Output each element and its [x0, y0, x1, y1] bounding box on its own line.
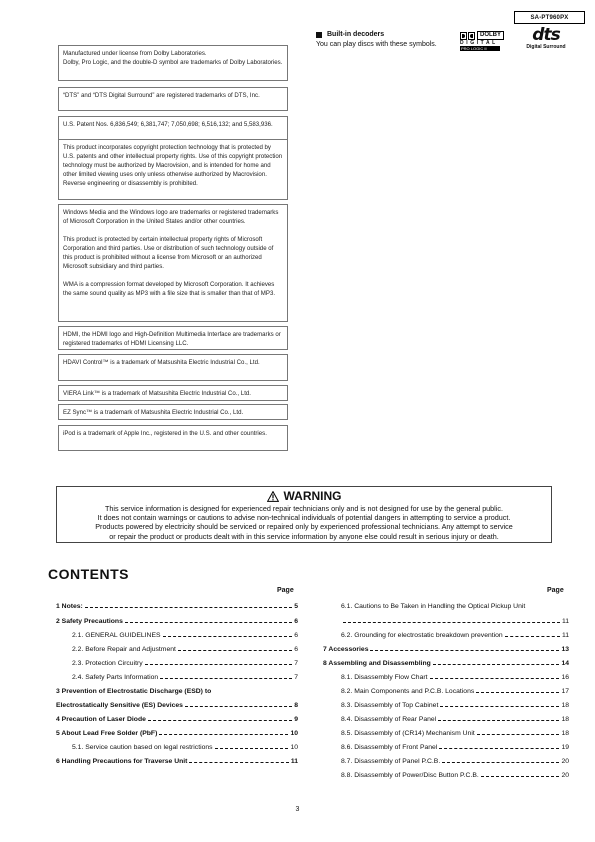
warning-box — [56, 486, 552, 543]
toc-entry[interactable]: 8.6. Disassembly of Front Panel 19 — [341, 744, 569, 751]
toc-entry[interactable]: 2 Safety Precautions 6 — [56, 618, 298, 625]
notice-ipod — [58, 425, 288, 451]
toc-entry[interactable]: 8.7. Disassembly of Panel P.C.B. 20 — [341, 758, 569, 765]
notice-microsoft — [58, 204, 288, 322]
dts-logo-caption: Digital Surround — [526, 44, 566, 50]
dolby-logo-word: DOLBY — [477, 31, 504, 40]
toc-entry[interactable]: 8.1. Disassembly Flow Chart 16 — [341, 674, 569, 681]
double-d-icon — [468, 32, 475, 40]
contents-title: CONTENTS — [48, 566, 129, 582]
dts-logo-word: dts — [532, 25, 560, 45]
notice-text: VIERA Link™ is a trademark of Matsushita Electric Industrial Co., Ltd. — [63, 390, 251, 397]
toc-entry[interactable]: 6.2. Grounding for electrostatic breakdown prevention 11 — [341, 632, 569, 639]
notice-macrovision — [58, 139, 288, 200]
notice-hdavi — [58, 354, 288, 381]
notice-text: U.S. Patent Nos. 6,836,549; 6,381,747; 7,050,698; 6,516,132; and 5,583,936. — [63, 121, 273, 128]
toc-entry[interactable]: 8.5. Disassembly of (CR14) Mechanism Unit 18 — [341, 730, 569, 737]
toc-entry[interactable]: 2.4. Safety Parts Information 7 — [72, 674, 298, 681]
toc-entry[interactable]: 4 Precaution of Laser Diode 9 — [56, 716, 298, 723]
toc-entry[interactable]: 5.1. Service caution based on legal restrictions 10 — [72, 744, 298, 751]
toc-entry[interactable]: 8 Assembling and Disassembling 14 — [323, 660, 569, 667]
warning-title: WARNING — [283, 489, 342, 503]
notice-viera-link — [58, 385, 288, 401]
built-in-decoders — [316, 30, 437, 50]
notice-text: Dolby, Pro Logic, and the double-D symbol are trademarks of Dolby Laboratories. — [63, 59, 283, 66]
toc-entry[interactable]: 8.2. Main Components and P.C.B. Locations 17 — [341, 688, 569, 695]
toc-entry[interactable]: 1 Notes: 5 — [56, 603, 298, 610]
warning-line: Products powered by electricity should be serviced or repaired only by experienced professional technicians. Any attempt to service — [95, 522, 513, 532]
toc-entry[interactable]: 7 Accessories 13 — [323, 646, 569, 653]
notice-text: iPod is a trademark of Apple Inc., registered in the U.S. and other countries. — [63, 430, 267, 437]
notice-text: Manufactured under license from Dolby Laboratories. — [63, 50, 207, 57]
notice-text: This product incorporates copyright protection technology that is protected by U.S. patents and other intellectual property rights. Use of this copyright protection technology must be authorized by Macrovision, and is intended for home and other limited viewing uses only unless otherwise authorized by Macrovision. Reverse engineering or disassembly is prohibited. — [63, 144, 283, 187]
toc-entry[interactable]: 2.1. GENERAL GUIDELINES 6 — [72, 632, 298, 639]
notice-dts — [58, 87, 288, 111]
notice-text: EZ Sync™ is a trademark of Matsushita Electric Industrial Co., Ltd. — [63, 409, 244, 416]
dolby-logo — [460, 31, 504, 53]
decoders-heading: Built-in decoders — [327, 31, 385, 38]
page-number: 3 — [295, 806, 300, 813]
notice-hdmi — [58, 326, 288, 350]
notice-text: “DTS” and “DTS Digital Surround” are registered trademarks of DTS, Inc. — [63, 92, 260, 99]
double-d-icon — [460, 32, 467, 40]
notice-text: HDMI, the HDMI logo and High-Definition Multimedia Interface are trademarks or registered trademarks of HDMI Licensing LLC. — [63, 331, 281, 347]
warning-line: This service information is designed for experienced repair technicians only and is not designed for use by the general public. — [105, 504, 503, 513]
toc-entry[interactable]: 2.2. Before Repair and Adjustment 6 — [72, 646, 298, 653]
notice-text: Windows Media and the Windows logo are trademarks or registered trademarks of Microsoft Corporation in the United States and/or other countries. — [63, 209, 279, 225]
toc-entry-continuation[interactable]: 11 — [341, 617, 569, 627]
toc-entry[interactable]: 2.3. Protection Circuitry 7 — [72, 660, 298, 667]
model-number-badge: SA-PT960PX — [514, 11, 585, 24]
warning-triangle-icon — [267, 491, 279, 502]
notice-ez-sync — [58, 404, 288, 420]
toc-entry[interactable]: 6 Handling Precautions for Traverse Unit 11 — [56, 758, 298, 765]
toc-entry[interactable]: 3 Prevention of Electrostatic Discharge (ESD) to — [56, 688, 212, 695]
dts-logo — [522, 27, 570, 55]
square-bullet-icon — [316, 32, 322, 38]
page-column-header-right: Page — [547, 587, 564, 594]
decoders-text: You can play discs with these symbols. — [316, 41, 437, 48]
dolby-logo-prologic: PRO LOGIC II — [460, 46, 500, 51]
toc-entry[interactable]: 8.4. Disassembly of Rear Panel 18 — [341, 716, 569, 723]
page-column-header-left: Page — [277, 587, 294, 594]
dolby-logo-digital: DIGITAL — [460, 40, 498, 46]
notice-patents — [58, 116, 288, 140]
toc-entry[interactable]: 5 About Lead Free Solder (PbF) 10 — [56, 730, 298, 737]
notice-text: WMA is a compression format developed by Microsoft Corporation. It achieves the same sound quality as MP3 with a file size that is smaller than that of MP3. — [63, 281, 276, 297]
toc-entry[interactable]: Electrostatically Sensitive (ES) Devices 8 — [56, 702, 298, 709]
toc-entry[interactable]: 8.3. Disassembly of Top Cabinet 18 — [341, 702, 569, 709]
warning-line: It does not contain warnings or cautions to advise non-technical individuals of potential dangers in attempting to service a product. — [97, 513, 511, 523]
toc-entry[interactable]: 8.8. Disassembly of Power/Disc Button P.C.B. 20 — [341, 772, 569, 779]
notice-text: HDAVI Control™ is a trademark of Matsushita Electric Industrial Co., Ltd. — [63, 359, 260, 366]
notice-dolby — [58, 45, 288, 81]
notice-text: This product is protected by certain intellectual property rights of Microsoft Corporation and third parties. Use or distribution of such technology outside of this product is prohibited without a license from Microsoft or an authorized Microsoft subsidiary and third parties. — [63, 236, 274, 270]
toc-entry[interactable]: 6.1. Cautions to Be Taken in Handling the Optical Pickup Unit — [341, 603, 526, 610]
warning-line: or repair the product or products dealt with in this service information by anyone else could result in serious injury or death. — [109, 531, 499, 541]
